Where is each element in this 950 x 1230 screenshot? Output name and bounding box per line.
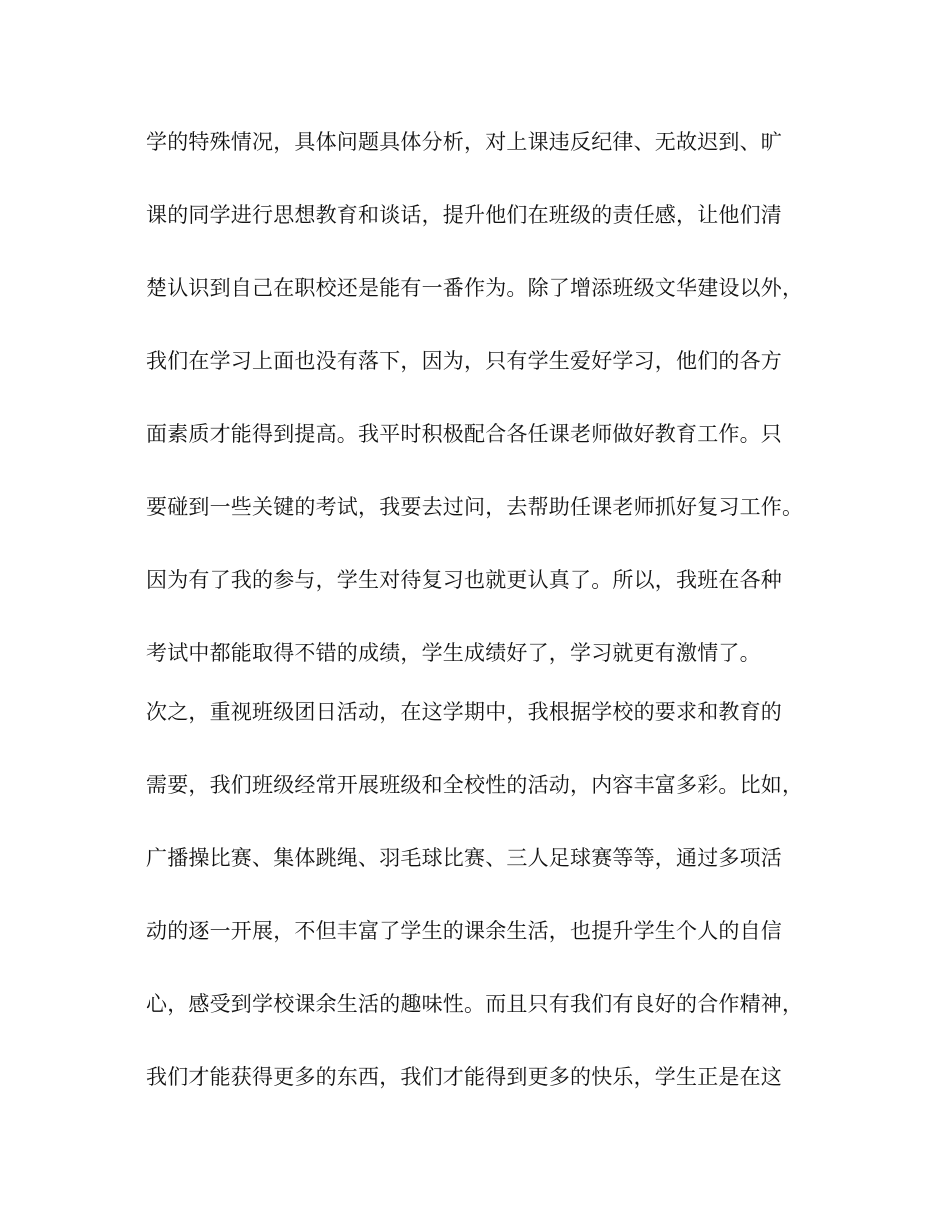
paragraph-line: 需要，我们班级经常开展班级和全校性的活动，内容丰富多彩。比如，	[146, 773, 804, 797]
paragraph-line: 我们才能获得更多的东西，我们才能得到更多的快乐，学生正是在这	[146, 1065, 782, 1089]
paragraph-line: 我们在学习上面也没有落下，因为，只有学生爱好学习，他们的各方	[146, 349, 782, 373]
paragraph-line: 要碰到一些关键的考试，我要去过问，去帮助任课老师抓好复习工作。	[146, 495, 804, 519]
paragraph-line: 课的同学进行思想教育和谈话，提升他们在班级的责任感，让他们清	[146, 203, 782, 227]
paragraph-line: 动的逐一开展，不但丰富了学生的课余生活，也提升学生个人的自信	[146, 919, 782, 943]
paragraph-line: 考试中都能取得不错的成绩，学生成绩好了，学习就更有激情了。	[146, 641, 761, 665]
paragraph-line: 学的特殊情况，具体问题具体分析，对上课违反纪律、无故迟到、旷	[146, 130, 782, 154]
paragraph-line: 次之，重视班级团日活动，在这学期中，我根据学校的要求和教育的	[146, 700, 782, 724]
paragraph-line: 面素质才能得到提高。我平时积极配合各任课老师做好教育工作。只	[146, 422, 782, 446]
paragraph-line: 心，感受到学校课余生活的趣味性。而且只有我们有良好的合作精神，	[146, 992, 804, 1016]
paragraph-line: 楚认识到自己在职校还是能有一番作为。除了增添班级文华建设以外，	[146, 276, 804, 300]
paragraph-line: 因为有了我的参与，学生对待复习也就更认真了。所以，我班在各种	[146, 568, 782, 592]
paragraph-line: 广播操比赛、集体跳绳、羽毛球比赛、三人足球赛等等，通过多项活	[146, 846, 782, 870]
